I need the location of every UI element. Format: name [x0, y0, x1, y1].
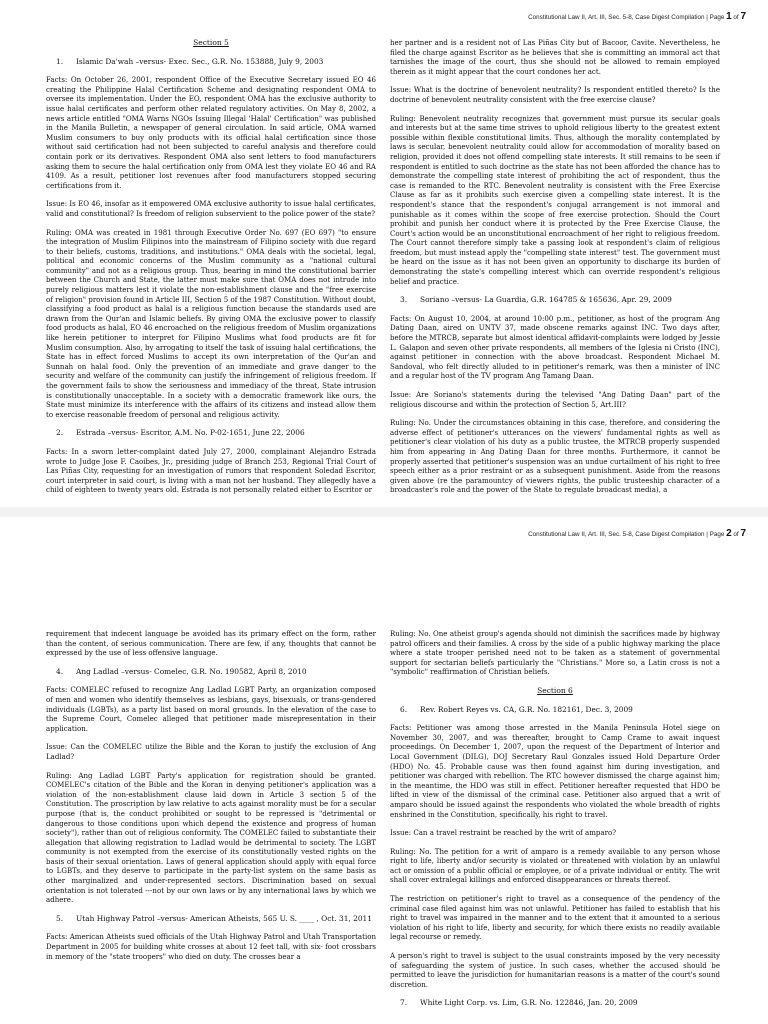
ruling-paragraph: Ruling: Benevolent neutrality recognizes that government must pursue its secular goals and interests but at the same time strives to uphold religious liberty to the greatest extent possible within flexible constitutional limits. Thus, although the morality contemplated by laws is secular, benevolent neutrality could allow for accommodation of morality based on religion, provided it does not offend compelling state interests. It still remains to be seen if respondent is entitled to such doctrine as the state has not been afforded the chance has to demonstrate the compelling state interest of prohibiting the act of respondent, thus the case is remanded to the RTC. Benevolent neutrality is consistent with the Free Exercise Clause as far as it prohibits such exercise given a compelling state interest. It is the respondent's stance that the respondent's conjugal arrangement is not immoral and punishable as it comes within the scope of free exercise protection. Should the Court prohibit and punish her conduct where it is protected by the Free Exercise Clause, the Court's action would be an unconstitutional encroachment of her right to religious freedom. The Court cannot therefore simply take a passing look at respondent's claim of religious freedom, but must instead apply the "compelling state interest" test. The government must be heard on the issue as it has not been given an opportunity to discharge its burden of demonstrating the state's compelling interest which can override respondent's religious belief and practice. — [390, 113, 720, 286]
facts-paragraph: Facts: American Atheists sued officials of the Utah Highway Patrol and Utah Transportation Department in 2005 for building white crosses at about 12 feet tall, with six- foot crossbars in memory of the "state troopers" who died on duty. The crosses bear a — [46, 932, 376, 961]
facts-paragraph: Facts: On August 10, 2004, at around 10:00 p.m., petitioner, as host of the program Ang Dating Daan, aired on UNTV 37, made obscene remarks against INC. Two days after, before the MTRCB, separate but almost identical affidavit-complaints were lodged by Jessie L. Galapon and seven other private respondents, all members of the Iglesia ni Cristo (INC), against petitioner in connection with the above broadcast. Respondent Michael M. Sandoval, who felt directly alluded to in petitioner's remark, was then a minister of INC and a regular host of the TV program Ang Tamang Daan. — [390, 313, 720, 381]
page-number: 2 — [726, 528, 732, 539]
case-title: 6. Rev. Robert Reyes vs. CA, G.R. No. 182161, Dec. 3, 2009 — [400, 704, 633, 714]
left-column — [46, 629, 376, 970]
continued-paragraph: her partner and is a resident not of Las Piñas City but of Bacoor, Cavite. Nevertheless, he filed the charge against Escritor as he believes that she is committing an immoral act that tarnishes the image of the court, thus she should not be allowed to remain employed therein as it might appear that the court condones her act. — [390, 38, 720, 76]
section-heading: Section 6 — [537, 685, 573, 695]
issue-paragraph: Issue: Are Soriano's statements during the televised "Ang Dating Daan" part of the religious discourse and within the protection of Section 5, Art.III? — [390, 390, 720, 409]
case-title: 1. Islamic Da'wah –versus- Exec. Sec., G.R. No. 153888, July 9, 2003 — [56, 56, 324, 66]
facts-paragraph: Facts: COMELEC refused to recognize Ang Ladlad LGBT Party, an organization composed of men and women who identify themselves as lesbians, gays, bisexuals, or trans-gendered individuals (LGBTs), as a party list based on moral grounds. In the elevation of the case to the Supreme Court, Comelec alleged that petitioner made misrepresentation in their application. — [46, 685, 376, 733]
page-header: Constitutional Law II, Art. III, Sec. 5-8, Case Digest Compilation | Page 1 of 7 — [528, 11, 746, 22]
facts-paragraph: Facts: Petitioner was among those arrested in the Manila Peninsula Hotel siege on November 30, 2007, and was thereafter, brought to Camp Crame to await inquest proceedings. On December 1, 2007, upon the request of the Department of Interior and Local Government (DILG), DOJ Secretary Raul Gonzales issued Hold Departure Order (HDO) No. 45. Probable cause was then found against him during investigation, and petitioner was charged with rebellion. The RTC however dismissed the charge against him; in the meantime, the HDO was still in effect. Petitioner hereafter requested that HDO be lifted in view of the dismissal of the criminal case. Petitioner also argued that a writ of amparo should be issued against the respondents who violated the whole breadth of rights enshrined in the Constitution, specifically, his right to travel. — [390, 723, 720, 819]
case-title: 7. White Light Corp. vs. Lim, G.R. No. 122846, Jan. 20, 2009 — [400, 998, 638, 1008]
issue-paragraph: Issue: Is EO 46, insofar as it empowered OMA exclusive authority to issue halal certificates, valid and constitutional? Is freedom of religion subservient to the police power of the state? — [46, 199, 376, 218]
page-header: Constitutional Law II, Art. III, Sec. 5-8, Case Digest Compilation | Page 2 of 7 — [528, 528, 746, 539]
right-column — [390, 38, 720, 504]
section-heading: Section 5 — [193, 38, 229, 47]
issue-paragraph: Issue: Can a travel restraint be reached by the writ of amparo? — [390, 828, 617, 838]
page-total: 7 — [740, 528, 746, 539]
body-paragraph: A person's right to travel is subject to the usual constraints imposed by the very necessity of safeguarding the system of justice. In such cases, whether the accused should be permitted to leave the jurisdiction for humanitarian reasons is a matter of the court's sound discretion. — [390, 951, 720, 989]
continued-paragraph: requirement that indecent language be avoided has its primary effect on the form, rather than the content, of serious communication. There are few, if any, thoughts that cannot be expressed by the use of less offensive language. — [46, 629, 376, 658]
document-page-1 — [0, 0, 768, 507]
case-title: 4. Ang Ladlad –versus- Comelec, G.R. No. 190582, April 8, 2010 — [56, 666, 307, 676]
case-title: 2. Estrada –versus- Escritor, A.M. No. P-02-1651, June 22, 2006 — [56, 428, 305, 438]
page-number: 1 — [726, 11, 732, 22]
issue-paragraph: Issue: Can the COMELEC utilize the Bible and the Koran to justify the exclusion of Ang Ladlad? — [46, 742, 376, 761]
ruling-paragraph: Ruling: No. The petition for a writ of amparo is a remedy available to any person whose right to life, liberty and/or security is violated or threatened with violation by an unlawful act or omission of a public official or employee, or of a private individual or entity. The writ shall cover extralegal killings and enforced disappearances or threats thereof. — [390, 846, 720, 885]
ruling-paragraph: Ruling: No. Under the circumstances obtaining in this case, therefore, and considering the adverse effect of petitioner's utterances on the viewers' fundamental rights as well as petitioner's clear violation of his duty as a public trustee, the MTRCB properly suspended him from appearing in Ang Dating Daan for three months. Furthermore, it cannot be properly asserted that petitioner's suspension was an undue curtailment of his right to free speech either as a prior restraint or as a subsequent punishment. Aside from the reasons given above (re the paramountcy of viewers rights, the public trusteeship character of a broadcaster's role and the power of the State to regulate broadcast media), a — [390, 418, 720, 495]
page-separator — [0, 507, 768, 517]
facts-paragraph: Facts: On October 26, 2001, respondent Office of the Executive Secretary issued EO 46 creating the Philippine Halal Certification Scheme and designating respondent OMA to oversee its implementation. Under the EO, respondent OMA has the exclusive authority to issue halal certificates and perform other related regulatory activities. On May 8, 2002, a news article entitled "OMA Warns NGOs Issuing Illegal 'Halal' Certification" was published in the Manila Bulletin, a newspaper of general circulation. In said article, OMA warned Muslim consumers to buy only products with its official halal certification since those without said certification had not been subjected to careful analysis and therefore could contain pork or its derivatives. Respondent OMA also sent letters to food manufacturers asking them to secure the halal certification only from OMA lest they violate EO 46 and RA 4109. As a result, petitioner lost revenues after food manufacturers stopped securing certifications from it. — [46, 75, 376, 190]
ruling-paragraph: Ruling: OMA was created in 1981 through Executive Order No. 697 (EO 697) "to ensure the integration of Muslim Filipinos into the mainstream of Filipino society with due regard to their beliefs, customs, traditions, and institutions." OMA deals with the societal, legal, political and economic concerns of the Muslim community as a "national cultural community" and not as a religious group. Thus, bearing in mind the constitutional barrier between the Church and State, the latter must make sure that OMA does not intrude into purely religious matters lest it violate the non-establishment clause and the "free exercise of religion" provision found in Article III, Section 5 of the 1987 Constitution. Without doubt, classifying a food product as halal is a religious function because the standards used are drawn from the Qur'an and Islamic beliefs. By giving OMA the exclusive power to classify food products as halal, EO 46 encroached on the religious freedom of Muslim organizations like herein petitioner to interpret for Filipino Muslims what food products are fit for Muslim consumption. Also, by arrogating to itself the task of issuing halal certifications, the State has in effect forced Muslims to accept its own interpretation of the Qur'an and Sunnah on halal food. Only the prevention of an immediate and grave danger to the security and welfare of the community can justify the infringement of religious freedom. If the government fails to show the seriousness and immediacy of the threat, State intrusion is constitutionally unacceptable. In a society with a democratic framework like ours, the State must minimize its interference with the affairs of its citizens and instead allow them to exercise reasonable freedom of personal and religious activity. — [46, 227, 376, 419]
case-title: 5. Utah Highway Patrol –versus- American Atheists, 565 U. S. ____ , Oct. 31, 2011 — [56, 913, 372, 923]
issue-paragraph: Issue: What is the doctrine of benevolent neutrality? Is respondent entitled thereto? Is the doctrine of benevolent neutrality consistent with the free exercise clause? — [390, 85, 720, 104]
page-total: 7 — [740, 11, 746, 22]
left-column — [46, 38, 376, 504]
ruling-paragraph: Ruling: No. One atheist group's agenda should not diminish the sacrifices made by highway patrol officers and their families. A cross by the side of a public highway marking the place where a state trooper perished need not to be taken as a statement of governmental support for sectarian beliefs particularly the "Christians." More so, a Latin cross is not a "symbolic" reaffirmation of Christian beliefs. — [390, 629, 720, 677]
document-page-2 — [0, 517, 768, 1024]
right-column — [390, 629, 720, 1017]
facts-paragraph: Facts: In a sworn letter-complaint dated July 27, 2000, complainant Alejandro Estrada wrote to Judge Jose F. Caoibes, Jr., presiding judge of Branch 253, Regional Trial Court of Las Piñas City, requesting for an investigation of rumors that respondent Soledad Escritor, court interpreter in said court, is living with a man not her husband. They allegedly have a child of eighteen to twenty years old. Estrada is not personally related either to Escritor or — [46, 446, 376, 495]
case-title: 3. Soriano –versus- La Guardia, G.R. 164785 & 165636, Apr. 29, 2009 — [400, 295, 672, 305]
ruling-paragraph: Ruling: Ang Ladlad LGBT Party's application for registration should be granted. COMELEC's citation of the Bible and the Koran in denying petitioner's application was a violation of the non-establishment clause laid down in Article 3 section 5 of the Constitution. The proscription by law relative to acts against morality must be for a secular purpose (that is, the conduct prohibited or sought to be repressed is "detrimental or dangerous to those conditions upon which depend the existence and progress of human society"), rather than out of religious conformity. The COMELEC failed to substantiate their allegation that allowing registration to Ladlad would be detrimental to society. The LGBT community is not exempted from the exercise of its constitutionally vested rights on the basis of their sexual orientation. Laws of general application should apply with equal force to LGBTs, and they deserve to participate in the party-list system on the same basis as other marginalized and under-represented sectors. Discrimination based on sexual orientation is not tolerated ---not by our own laws or by any international laws by which we adhere. — [46, 770, 376, 905]
body-paragraph: The restriction on petitioner's right to travel as a consequence of the pendency of the criminal case filed against him was not unlawful. Petitioner has failed to establish that his right to travel was impaired in the manner and to the extent that it amounted to a serious violation of his right to life, liberty and security, for which there exists no readily available legal recourse or remedy. — [390, 894, 720, 942]
